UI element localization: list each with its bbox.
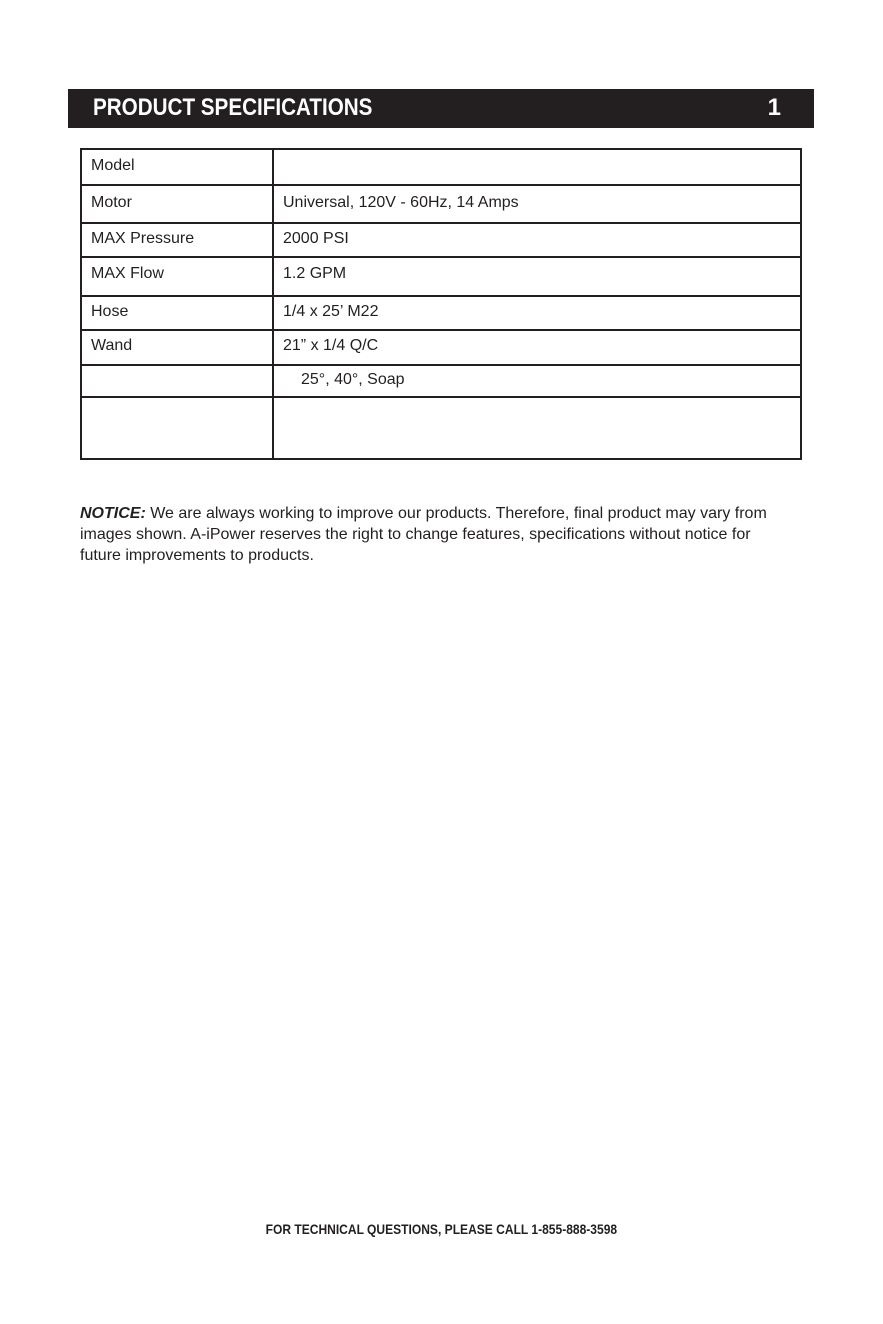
spec-label-wand: Wand xyxy=(81,330,273,365)
section-title: PRODUCT SPECIFICATIONS xyxy=(93,94,373,121)
table-row xyxy=(81,365,801,397)
spec-label-model: Model xyxy=(81,149,273,185)
table-row xyxy=(81,296,801,330)
spec-label-hose: Hose xyxy=(81,296,273,330)
table-row xyxy=(81,223,801,257)
specifications-table xyxy=(80,148,802,460)
spec-value-empty xyxy=(273,397,801,459)
page-number: 1 xyxy=(767,94,781,121)
notice-text: We are always working to improve our products. Therefore, final product may vary from images shown. A-iPower reserves the right to change features, specifications without notice for future improvements to products. xyxy=(80,505,767,564)
spec-value-model xyxy=(273,149,801,185)
spec-label-motor: Motor xyxy=(81,185,273,223)
section-header xyxy=(68,89,814,128)
spec-label-empty xyxy=(81,397,273,459)
spec-value-wand: 21” x 1/4 Q/C xyxy=(273,330,801,365)
spec-label-nozzles xyxy=(81,365,273,397)
table-row xyxy=(81,257,801,296)
spec-value-nozzles: 25°, 40°, Soap xyxy=(273,365,801,397)
spec-value-motor: Universal, 120V - 60Hz, 14 Amps xyxy=(273,185,801,223)
footer-text: FOR TECHNICAL QUESTIONS, PLEASE CALL 1-855-888-3598 xyxy=(265,1221,618,1237)
spec-label-max-flow: MAX Flow xyxy=(81,257,273,296)
table-row xyxy=(81,185,801,223)
spec-value-max-flow: 1.2 GPM xyxy=(273,257,801,296)
table-row xyxy=(81,330,801,365)
spec-value-max-pressure: 2000 PSI xyxy=(273,223,801,257)
spec-label-max-pressure: MAX Pressure xyxy=(81,223,273,257)
table-row xyxy=(81,149,801,185)
table-row xyxy=(81,397,801,459)
spec-value-hose: 1/4 x 25’ M22 xyxy=(273,296,801,330)
technical-support-footer xyxy=(0,1221,883,1237)
notice-paragraph xyxy=(80,503,780,566)
notice-label: NOTICE: xyxy=(80,505,146,522)
